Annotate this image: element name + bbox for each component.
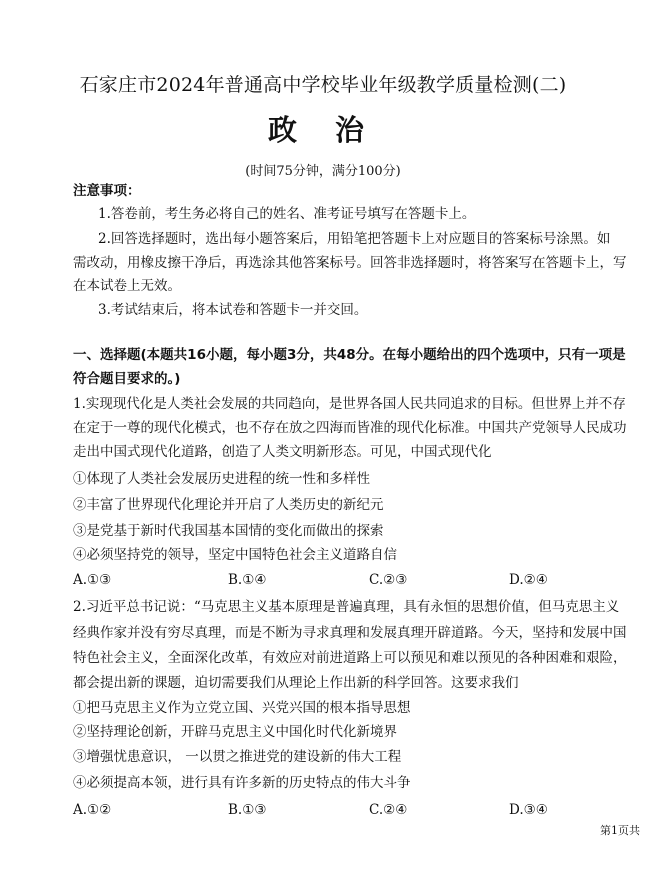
notice-line: 2.回答选择题时，选出每小题答案后，用铅笔把答题卡上对应题目的答案标号涂黑。如 [98,231,611,247]
option-b: B.①③ [228,802,267,818]
statement: ①把马克思主义作为立党立国、兴党兴国的根本指导思想 [73,700,411,716]
notice-line: 需改动，用橡皮擦干净后，再选涂其他答案标号。回答非选择题时，将答案写在答题卡上，写 [73,255,627,271]
notice-heading: 注意事项： [73,183,141,199]
time-info: (时间75分钟，满分100分) [245,164,401,179]
option-d: D.②④ [509,572,548,588]
options-row [73,799,633,821]
statement: ④必须坚持党的领导，坚定中国特色社会主义道路自信 [73,547,397,563]
option-a: A.①③ [73,572,112,588]
option-c: C.②③ [369,572,408,588]
page-number: 第1页共 [600,824,640,837]
option-b: B.①④ [228,572,267,588]
statement: ③增强忧患意识， 一以贯之推进党的建设新的伟大工程 [73,749,402,765]
statement: ②坚持理论创新，开辟马克思主义中国化时代化新境界 [73,724,397,740]
statement: ②丰富了世界现代化理论并开启了人类历史的新纪元 [73,497,384,513]
question-stem: 特色社会主义，全面深化改革，有效应对前进道路上可以预见和难以预见的各种困难和艰险， [73,650,627,666]
question-stem: 都会提出新的课题，迫切需要我们从理论上作出新的科学回答。这要求我们 [73,675,519,691]
statement: ①体现了人类社会发展历史进程的统一性和多样性 [73,471,370,487]
question-stem: 走出中国式现代化道路，创造了人类文明新形态。可见，中国式现代化 [73,444,492,460]
statement: ④必须提高本领，进行具有许多新的历史特点的伟大斗争 [73,775,411,791]
subject-title: 政 治 [267,113,379,147]
exam-title: 石家庄市2024年普通高中学校毕业年级教学质量检测(二) [79,74,567,96]
option-d: D.③④ [509,802,548,818]
section-heading: 一、选择题(本题共16小题，每小题3分，共48分。在每小题给出的四个选项中，只有一项是 [73,347,626,363]
option-a: A.①② [73,802,112,818]
notice-line: 在本试卷上无效。 [73,278,181,294]
question-stem: 经典作家并没有穷尽真理，而是不断为寻求真理和发展真理开辟道路。今天，坚持和发展中国 [73,625,627,641]
option-c: C.②④ [369,802,408,818]
notice-line: 1.答卷前，考生务必将自己的姓名、准考证号填写在答题卡上。 [98,206,476,222]
question-stem: 在定于一尊的现代化模式，也不存在放之四海而皆准的现代化标准。中国共产党领导人民成功 [73,420,627,436]
question-stem: 2.习近平总书记说：“马克思主义基本原理是普遍真理，具有永恒的思想价值，但马克思主义 [73,599,620,615]
section-heading: 符合题目要求的。) [73,371,181,387]
notice-line: 3.考试结束后，将本试卷和答题卡一并交回。 [98,302,368,318]
question-stem: 1.实现现代化是人类社会发展的共同趋向，是世界各国人民共同追求的目标。但世界上并不存 [73,396,626,412]
options-row [73,569,633,591]
statement: ③是党基于新时代我国基本国情的变化而做出的探索 [73,523,384,539]
